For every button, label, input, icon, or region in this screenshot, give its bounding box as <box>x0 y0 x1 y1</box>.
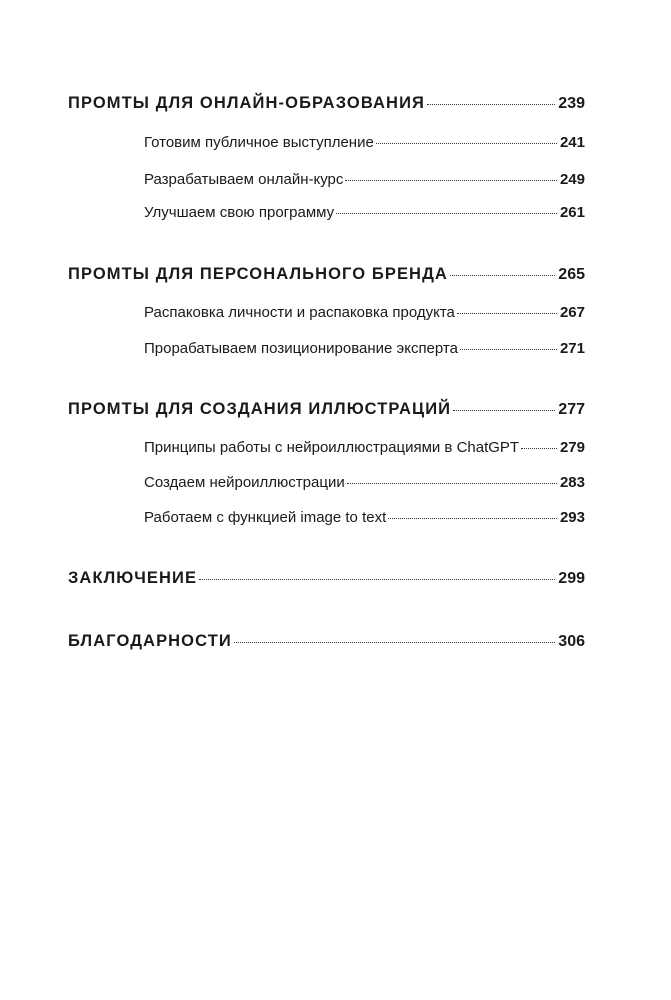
dot-leader <box>345 180 557 181</box>
toc-item-title: Работаем с функцией image to text <box>144 509 387 526</box>
toc-page-number: 279 <box>559 439 585 456</box>
toc-page-number: 277 <box>558 401 585 418</box>
dot-leader <box>521 448 557 449</box>
toc-page-number: 299 <box>558 570 585 587</box>
toc-section-title: ПРОМТЫ ДЛЯ ОНЛАЙН-ОБРАЗОВАНИЯ <box>68 94 425 112</box>
toc-page-number: 271 <box>559 340 585 357</box>
toc-page-number: 265 <box>558 266 585 283</box>
toc-section-personal-brand[interactable] <box>68 265 585 284</box>
toc-page-number: 239 <box>558 95 585 112</box>
toc-item-title: Прорабатываем позиционирование эксперта <box>144 340 458 357</box>
dot-leader <box>347 483 557 484</box>
toc-section-title: ЗАКЛЮЧЕНИЕ <box>68 569 198 587</box>
toc-item[interactable] <box>68 439 585 456</box>
dot-leader <box>388 518 557 519</box>
toc-page-number: 293 <box>559 509 585 526</box>
toc-section-title: ПРОМТЫ ДЛЯ ПЕРСОНАЛЬНОГО БРЕНДА <box>68 265 448 283</box>
toc-item[interactable] <box>68 509 585 526</box>
toc-section-online-education[interactable] <box>68 94 585 113</box>
dot-leader <box>460 349 557 350</box>
toc-section-title: ПРОМТЫ ДЛЯ СОЗДАНИЯ ИЛЛЮСТРАЦИЙ <box>68 400 452 418</box>
toc-page-number: 249 <box>559 171 585 188</box>
toc-item-title: Создаем нейроиллюстрации <box>144 474 345 491</box>
toc-item[interactable] <box>68 304 585 321</box>
dot-leader <box>376 143 557 144</box>
toc-item[interactable] <box>68 171 585 188</box>
dot-leader <box>336 213 557 214</box>
toc-item[interactable] <box>68 340 585 357</box>
dot-leader <box>453 410 555 411</box>
dot-leader <box>450 275 555 276</box>
dot-leader <box>457 313 557 314</box>
toc-page-number: 283 <box>559 474 585 491</box>
toc-section-illustrations[interactable] <box>68 400 585 419</box>
dot-leader <box>427 104 555 105</box>
toc-page-number: 267 <box>559 304 585 321</box>
toc-section-conclusion[interactable] <box>68 569 585 588</box>
dot-leader <box>234 642 555 643</box>
toc-page-number: 241 <box>559 134 585 151</box>
toc-item-title: Готовим публичное выступление <box>144 134 374 151</box>
toc-item-title: Распаковка личности и распаковка продукта <box>144 304 455 321</box>
toc-item[interactable] <box>68 204 585 221</box>
toc-page-number: 306 <box>558 633 585 650</box>
toc-item-title: Разрабатываем онлайн-курс <box>144 171 344 188</box>
toc-item-title: Принципы работы с нейроиллюстрациями в ChatGPT <box>144 439 520 456</box>
toc-section-title: БЛАГОДАРНОСТИ <box>68 632 232 650</box>
toc-item-title: Улучшаем свою программу <box>144 204 335 221</box>
toc-section-acknowledgements[interactable] <box>68 632 585 651</box>
toc-item[interactable] <box>68 134 585 151</box>
toc-item[interactable] <box>68 474 585 491</box>
dot-leader <box>199 579 555 580</box>
toc-page-number: 261 <box>559 204 585 221</box>
